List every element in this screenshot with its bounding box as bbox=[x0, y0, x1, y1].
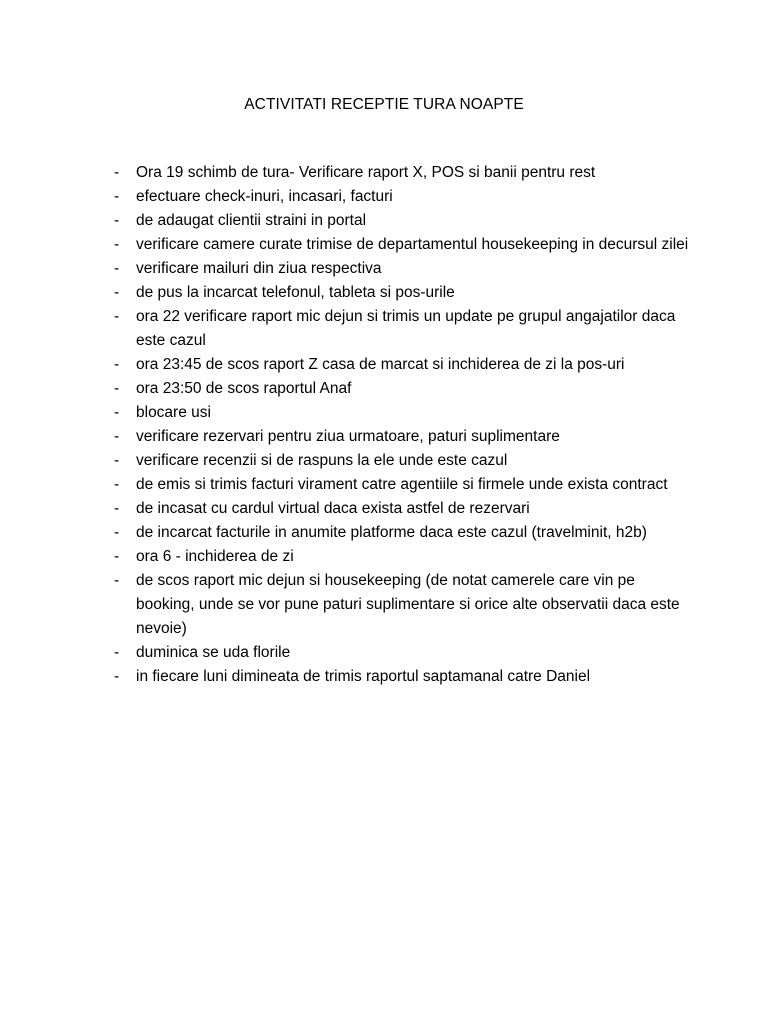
task-text: Ora 19 schimb de tura- Verificare raport X, POS si banii pentru rest bbox=[136, 164, 596, 181]
bullet-dash: - bbox=[114, 668, 120, 685]
task-item bbox=[112, 569, 692, 641]
task-item bbox=[112, 305, 692, 353]
task-text: de emis si trimis facturi virament catre agentiile si firmele unde exista contract bbox=[136, 476, 668, 493]
bullet-dash: - bbox=[114, 236, 120, 253]
task-text: de pus la incarcat telefonul, tableta si pos-urile bbox=[136, 284, 455, 301]
task-text: ora 23:50 de scos raportul Anaf bbox=[136, 380, 352, 397]
bullet-dash: - bbox=[114, 524, 120, 541]
task-text: verificare camere curate trimise de departamentul housekeeping in decursul zilei bbox=[136, 236, 689, 253]
task-item bbox=[112, 161, 692, 185]
bullet-dash: - bbox=[114, 164, 120, 181]
document-title: ACTIVITATI RECEPTIE TURA NOAPTE bbox=[244, 96, 524, 113]
bullet-dash: - bbox=[114, 260, 120, 277]
bullet-dash: - bbox=[114, 404, 120, 421]
task-item bbox=[112, 449, 692, 473]
bullet-dash: - bbox=[114, 572, 120, 589]
task-list bbox=[112, 161, 692, 689]
task-item bbox=[112, 209, 692, 233]
task-item bbox=[112, 473, 692, 497]
task-item bbox=[112, 377, 692, 401]
bullet-dash: - bbox=[114, 212, 120, 229]
task-item bbox=[112, 353, 692, 377]
task-text: ora 22 verificare raport mic dejun si trimis un update pe grupul angajatilor daca este cazul bbox=[136, 308, 676, 349]
task-text: efectuare check-inuri, incasari, facturi bbox=[136, 188, 393, 205]
task-item bbox=[112, 425, 692, 449]
task-text: ora 6 - inchiderea de zi bbox=[136, 548, 294, 565]
bullet-dash: - bbox=[114, 452, 120, 469]
task-item bbox=[112, 641, 692, 665]
bullet-dash: - bbox=[114, 644, 120, 661]
task-text: de adaugat clientii straini in portal bbox=[136, 212, 367, 229]
task-text: de incasat cu cardul virtual daca exista astfel de rezervari bbox=[136, 500, 530, 517]
task-text: verificare recenzii si de raspuns la ele unde este cazul bbox=[136, 452, 508, 469]
task-text: de incarcat facturile in anumite platforme daca este cazul (travelminit, h2b) bbox=[136, 524, 647, 541]
task-item bbox=[112, 281, 692, 305]
task-text: duminica se uda florile bbox=[136, 644, 291, 661]
bullet-dash: - bbox=[114, 500, 120, 517]
bullet-dash: - bbox=[114, 356, 120, 373]
task-text: blocare usi bbox=[136, 404, 211, 421]
task-item bbox=[112, 401, 692, 425]
bullet-dash: - bbox=[114, 308, 120, 325]
task-item bbox=[112, 665, 692, 689]
task-item bbox=[112, 233, 692, 257]
task-text: verificare rezervari pentru ziua urmatoare, paturi suplimentare bbox=[136, 428, 560, 445]
bullet-dash: - bbox=[114, 476, 120, 493]
task-item bbox=[112, 497, 692, 521]
task-item bbox=[112, 521, 692, 545]
bullet-dash: - bbox=[114, 188, 120, 205]
task-item bbox=[112, 257, 692, 281]
task-text: in fiecare luni dimineata de trimis raportul saptamanal catre Daniel bbox=[136, 668, 591, 685]
bullet-dash: - bbox=[114, 428, 120, 445]
task-text: de scos raport mic dejun si housekeeping (de notat camerele care vin pe booking, unde se vor pune paturi suplimentare si orice alte observatii daca este nevoie) bbox=[136, 572, 680, 637]
task-text: ora 23:45 de scos raport Z casa de marcat si inchiderea de zi la pos-uri bbox=[136, 356, 625, 373]
bullet-dash: - bbox=[114, 548, 120, 565]
bullet-dash: - bbox=[114, 284, 120, 301]
bullet-dash: - bbox=[114, 380, 120, 397]
task-item bbox=[112, 185, 692, 209]
task-item bbox=[112, 545, 692, 569]
task-text: verificare mailuri din ziua respectiva bbox=[136, 260, 382, 277]
